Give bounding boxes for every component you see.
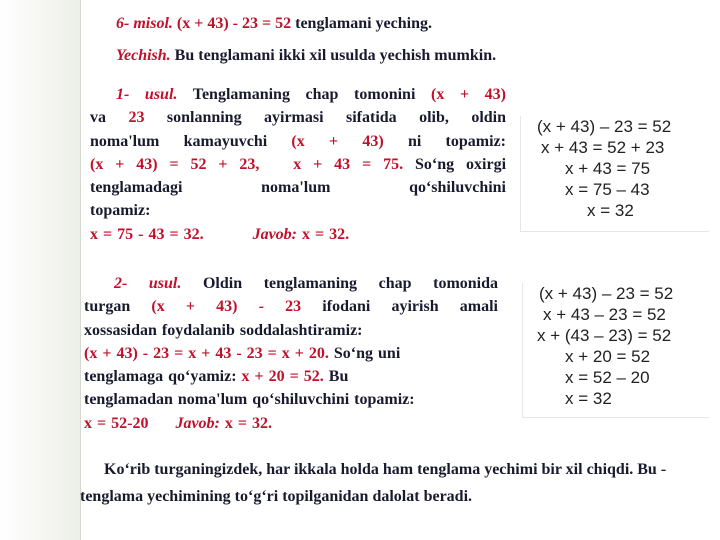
method2-line: [84, 365, 498, 388]
solution-intro: [116, 46, 496, 66]
method2-expr: x + 20 = 52.: [241, 368, 324, 386]
method2-text-part: xossasidan foydalanib soddalashtiramiz:: [84, 321, 363, 339]
method2-answer: x = 32.: [224, 414, 273, 432]
conclusion-paragraph: [80, 456, 710, 510]
method2-expr: x = 52-20: [84, 414, 149, 432]
method1-line: [90, 199, 506, 222]
method1-text-part: Tenglamaning chap tomonini: [192, 86, 432, 103]
method2-line: [84, 319, 498, 342]
method2-expr: (x + 43) - 23 = x + 43 - 23 = x + 20.: [84, 344, 329, 362]
problem-heading: [116, 14, 432, 34]
method1-text-part: tenglamadagi noma'lum qo‘shiluvchini: [90, 179, 506, 197]
method2-line: [84, 342, 498, 365]
method1-line: [90, 153, 506, 176]
solution-label: Yechish.: [116, 47, 171, 64]
method2-text-part: ifodani ayirish amali: [301, 298, 498, 316]
method2-text-part: Bu: [323, 368, 349, 386]
method1-box-eq: x = 32: [587, 201, 634, 220]
method1-text-part: va: [90, 109, 129, 127]
method2-equation-box: [522, 283, 709, 418]
method2-text-part: Oldin tenglamaning chap tomonida: [202, 275, 499, 292]
method2-text-part: turgan: [84, 298, 152, 316]
method1-expr: (x + 43): [431, 86, 506, 103]
answer-label: Javob:: [252, 225, 297, 243]
method2-line: [84, 272, 498, 295]
method2-expr: (x + 43) - 23: [151, 298, 302, 316]
method1-line: [90, 130, 506, 153]
method1-box-eq: x + 43 = 75: [565, 159, 651, 178]
method1-box-eq: x = 75 – 43: [565, 180, 650, 199]
problem-equation: (x + 43) - 23 = 52: [176, 15, 292, 32]
method2-box-eq: x + 43 – 23 = 52: [543, 305, 666, 324]
problem-label: 6- misol.: [116, 15, 173, 32]
method1-line: [90, 106, 506, 129]
method1-text: [90, 83, 506, 246]
problem-instruction: tenglamani yeching.: [295, 15, 432, 32]
method2-text-part: So‘ng uni: [328, 344, 401, 362]
method2-line: [84, 295, 498, 318]
method1-box-eq: x + 43 = 52 + 23: [541, 138, 665, 157]
method2-text-part: tenglamadan noma'lum qo‘shiluvchini topamiz:: [84, 391, 415, 409]
method2-line: [84, 388, 498, 411]
method1-expr: x + 43 = 75.: [293, 155, 404, 173]
method2-box-eq: (x + 43) – 23 = 52: [539, 284, 674, 303]
method1-equation-box: [520, 116, 709, 232]
method2-box-eq: x + 20 = 52: [565, 347, 651, 366]
method1-expr: (x + 43) = 52 + 23,: [90, 155, 260, 173]
method1-answer: x = 32.: [302, 225, 350, 243]
method1-text-part: ni topamiz:: [383, 132, 506, 150]
method1-line: [90, 176, 506, 199]
method1-text-part: So‘ng oxirgi: [415, 155, 507, 173]
method1-number: 23: [128, 109, 145, 127]
method1-expr: x = 75 - 43 = 32.: [90, 225, 204, 243]
method1-text-part: topamiz:: [90, 202, 151, 220]
method2-box-eq: x = 52 – 20: [565, 368, 650, 387]
method1-text-part: sonlanning ayirmasi sifatida olib, oldin: [144, 109, 507, 127]
conclusion-text: Ko‘rib turganingizdek, har ikkala holda ham tenglama yechimi bir xil chiqdi. Bu -tenglama yechimining to‘g‘ri topilganidan dalolat beradi.: [80, 461, 667, 505]
method2-label: 2- usul.: [114, 275, 182, 292]
method2-text-part: tenglamaga qo‘yamiz:: [84, 368, 242, 386]
solution-intro-text: Bu tenglamani ikki xil usulda yechish mumkin.: [174, 47, 497, 64]
method1-label: 1- usul.: [116, 86, 178, 103]
method1-line: [90, 83, 506, 106]
method1-line: [90, 223, 506, 246]
method2-line: [84, 412, 498, 435]
left-decor-bar: [0, 0, 81, 540]
method1-box-eq: (x + 43) – 23 = 52: [537, 117, 672, 136]
method2-text: [84, 272, 498, 435]
method1-expr: (x + 43): [291, 132, 384, 150]
method2-box-eq: x + (43 – 23) = 52: [537, 326, 672, 345]
answer-label: Javob:: [175, 414, 220, 432]
method2-box-eq: x = 32: [565, 389, 612, 408]
method1-text-part: noma'lum kamayuvchi: [90, 132, 292, 150]
